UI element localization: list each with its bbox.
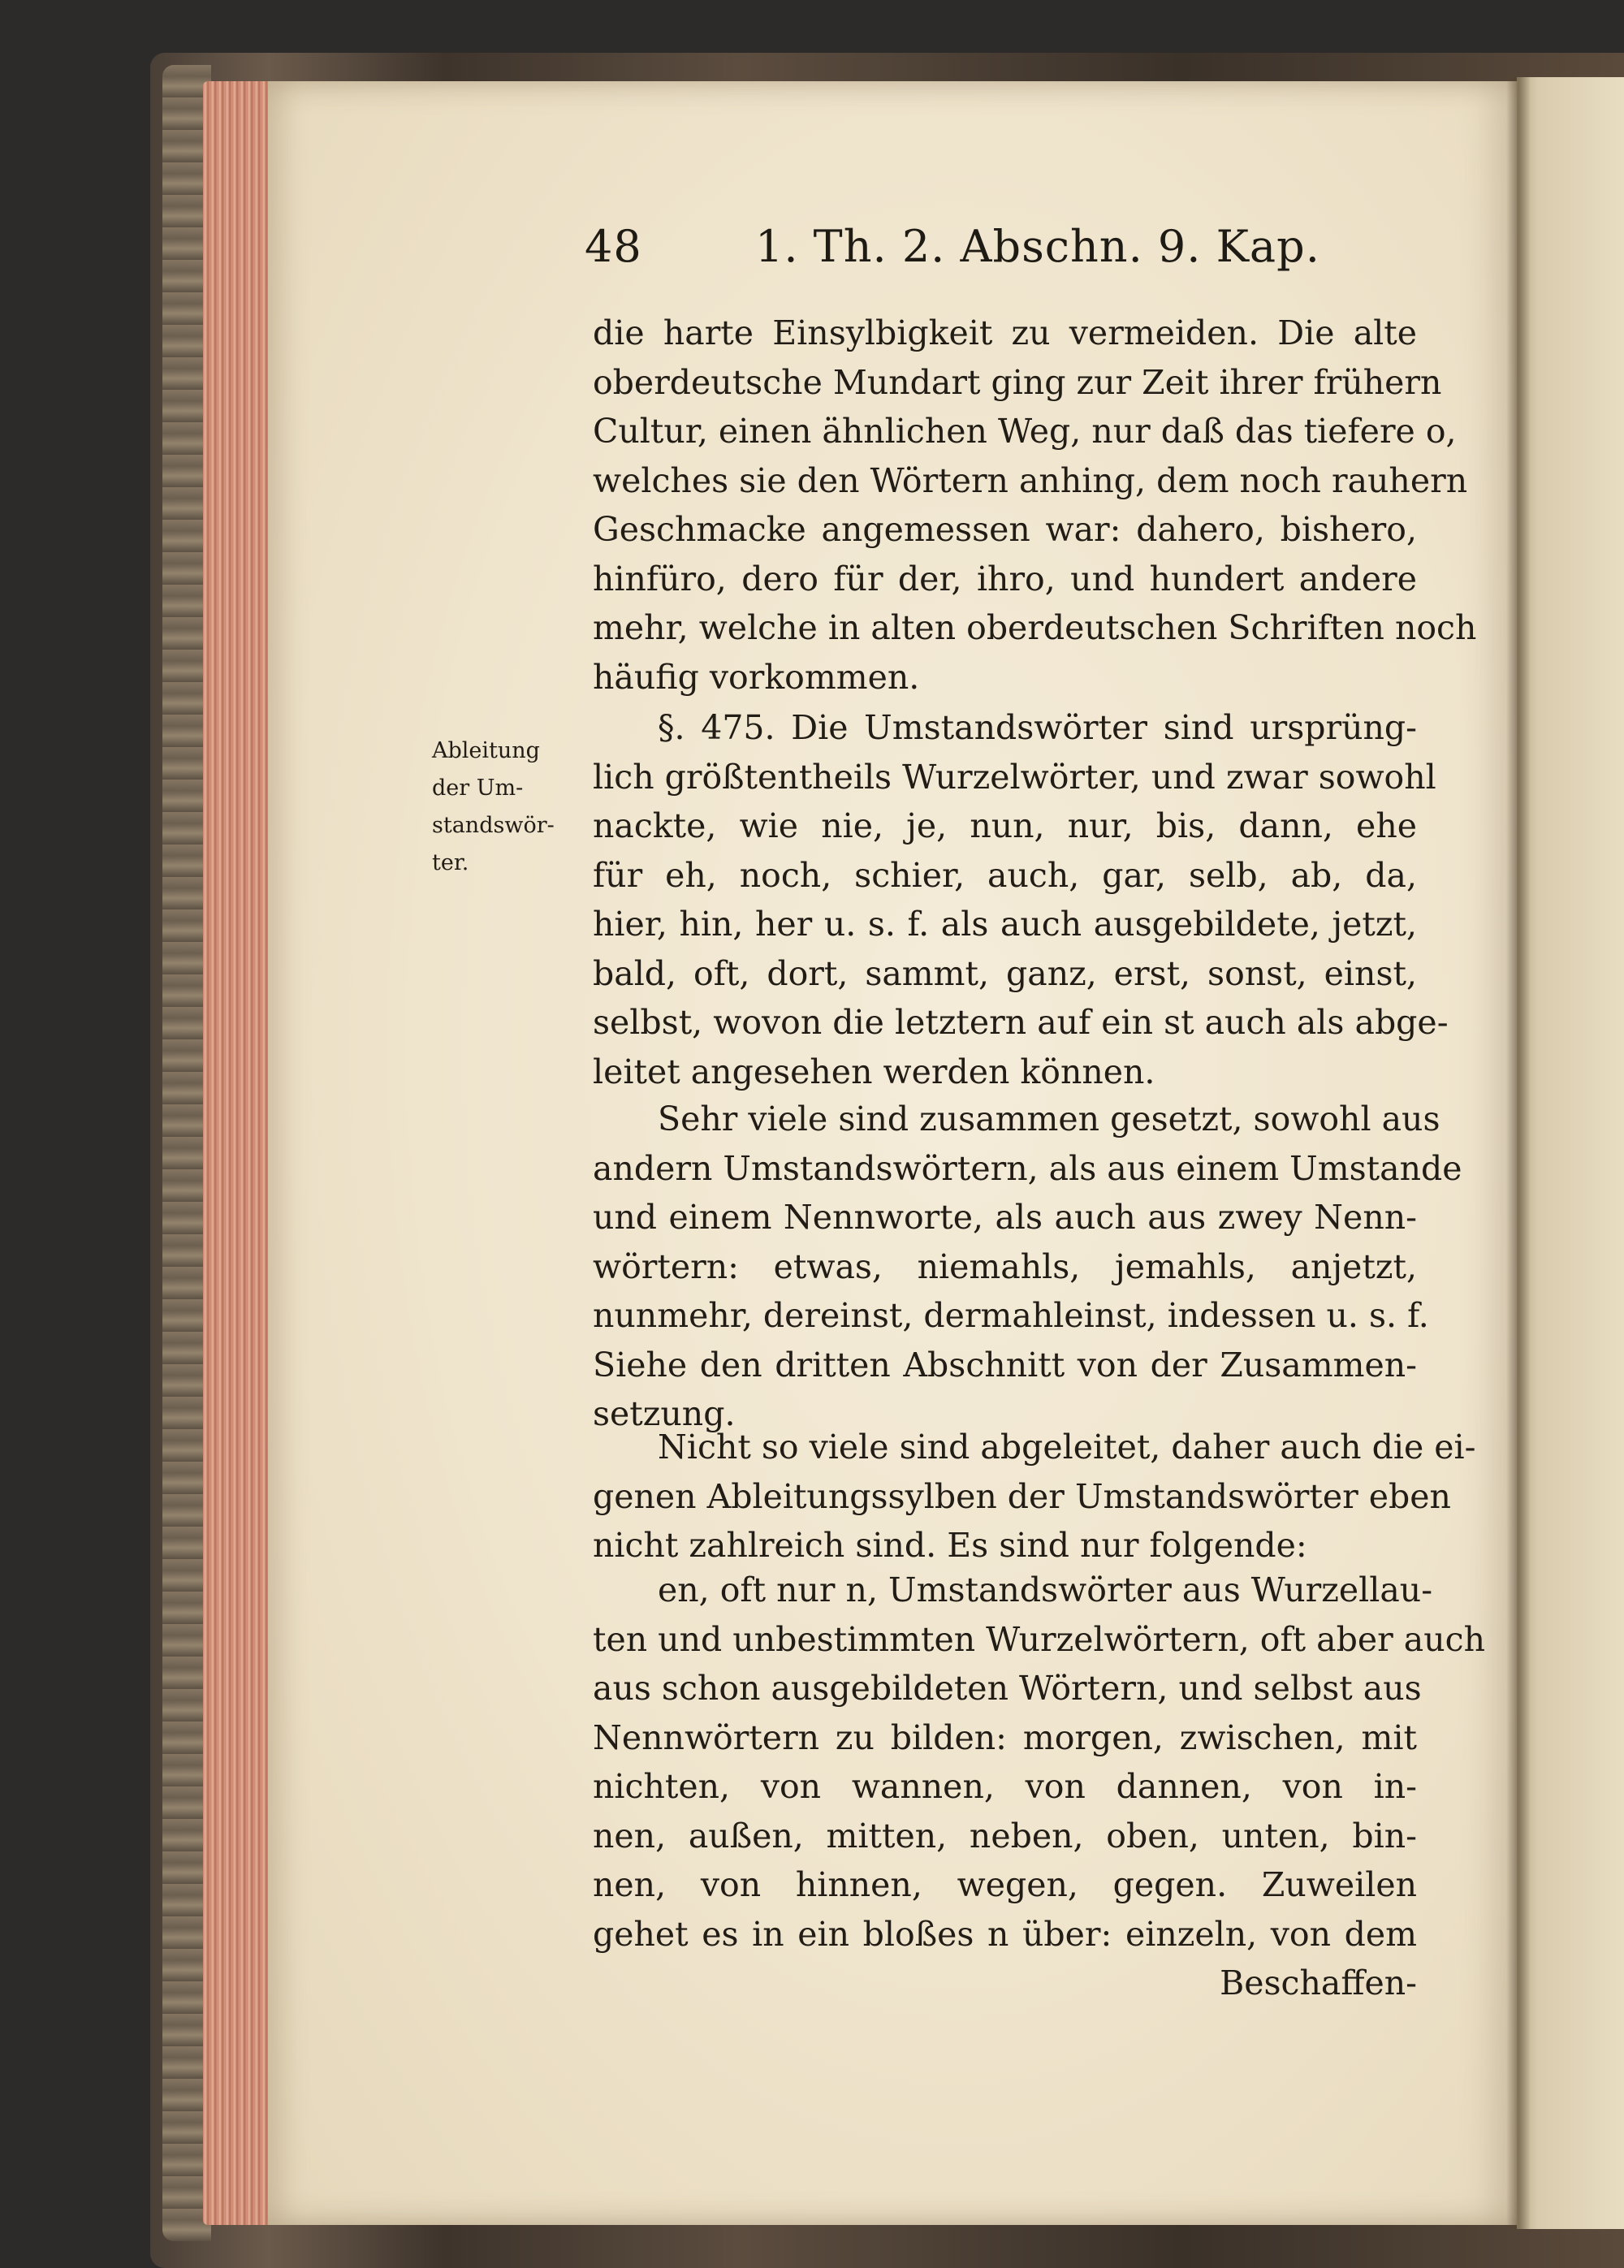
text-line: Nennwörtern zu bilden: morgen, zwischen, mit <box>593 1717 1417 1757</box>
text-line: en, oft nur n, Umstandswörter aus Wurzellau- <box>658 1570 1433 1609</box>
text-line: häufig vorkommen. <box>593 657 920 697</box>
text-line: nackte, wie nie, je, nun, nur, bis, dann, ehe <box>593 806 1417 845</box>
margin-note-line: der Um- <box>432 775 524 801</box>
text-line: lich größtentheils Wurzelwörter, und zwar sowohl <box>593 757 1436 797</box>
paragraph-1 <box>593 309 1477 702</box>
paragraph-3 <box>593 1095 1462 1439</box>
margin-note <box>432 732 578 882</box>
text-line: wörtern: etwas, niemahls, jemahls, anjetzt, <box>593 1246 1417 1286</box>
page-gutter <box>1506 77 1531 2229</box>
margin-note-line: ter. <box>432 850 469 875</box>
paragraph-5 <box>593 1566 1485 2008</box>
text-line: welches sie den Wörtern anhing, dem noch rauhern <box>593 460 1468 500</box>
page-number: 48 <box>585 221 642 272</box>
text-line: mehr, welche in alten oberdeutschen Schriften noch <box>593 608 1477 647</box>
text-line: für eh, noch, schier, auch, gar, selb, ab, da, <box>593 855 1417 895</box>
margin-note-line: standswör- <box>432 813 555 838</box>
text-line: ten und unbestimmten Wurzelwörtern, oft aber auch <box>593 1619 1485 1659</box>
text-line: oberdeutsche Mundart ging zur Zeit ihrer frühern <box>593 362 1442 402</box>
page-stack-edges <box>203 81 276 2225</box>
text-line: nichten, von wannen, von dannen, von in- <box>593 1767 1417 1806</box>
paragraph-section-475 <box>593 703 1449 1096</box>
text-line: nen, von hinnen, wegen, gegen. Zuweilen <box>593 1865 1417 1904</box>
running-head-title: 1. Th. 2. Abschn. 9. Kap. <box>755 221 1320 272</box>
text-line: genen Ableitungssylben der Umstandswörter eben <box>593 1476 1451 1516</box>
paragraph-4 <box>593 1423 1476 1570</box>
text-line: andern Umstandswörtern, als aus einem Umstande <box>593 1148 1462 1188</box>
text-line: bald, oft, dort, sammt, ganz, erst, sonst, einst, <box>593 953 1417 993</box>
text-line: leitet angesehen werden können. <box>593 1052 1155 1091</box>
text-line: §. 475. Die Umstandswörter sind ursprüng- <box>658 708 1417 747</box>
catchword: Beschaffen- <box>1220 1963 1417 2002</box>
text-line: Geschmacke angemessen war: dahero, bishero, <box>593 510 1417 549</box>
text-line: Cultur, einen ähnlichen Weg, nur daß das tiefere o, <box>593 412 1457 451</box>
text-line: hier, hin, her u. s. f. als auch ausgebildete, jetzt, <box>593 905 1417 944</box>
text-line: nicht zahlreich sind. Es sind nur folgende: <box>593 1526 1307 1565</box>
text-line: Sehr viele sind zusammen gesetzt, sowohl aus <box>658 1099 1440 1138</box>
text-line: die harte Einsylbigkeit zu vermeiden. Die alte <box>593 313 1417 352</box>
text-line: gehet es in ein bloßes n über: einzeln, von dem <box>593 1914 1417 1954</box>
text-line: hinfüro, dero für der, ihro, und hundert andere <box>593 559 1417 598</box>
text-line: aus schon ausgebildeten Wörtern, und selbst aus <box>593 1669 1422 1708</box>
text-line: Nicht so viele sind abgeleitet, daher auch die ei- <box>658 1428 1476 1467</box>
text-line: setzung. <box>593 1394 736 1433</box>
text-line: Siehe den dritten Abschnitt von der Zusammen- <box>593 1345 1417 1385</box>
text-line: nunmehr, dereinst, dermahleinst, indessen u. s. f. <box>593 1296 1429 1335</box>
text-line: und einem Nennworte, als auch aus zwey Nenn- <box>593 1198 1417 1237</box>
margin-note-line: Ableitung <box>432 738 540 763</box>
facing-page <box>1517 77 1624 2229</box>
text-line: selbst, wovon die letztern auf ein st auch als abge- <box>593 1003 1449 1042</box>
running-header <box>585 221 1397 286</box>
text-line: nen, außen, mitten, neben, oben, unten, bin- <box>593 1816 1417 1855</box>
